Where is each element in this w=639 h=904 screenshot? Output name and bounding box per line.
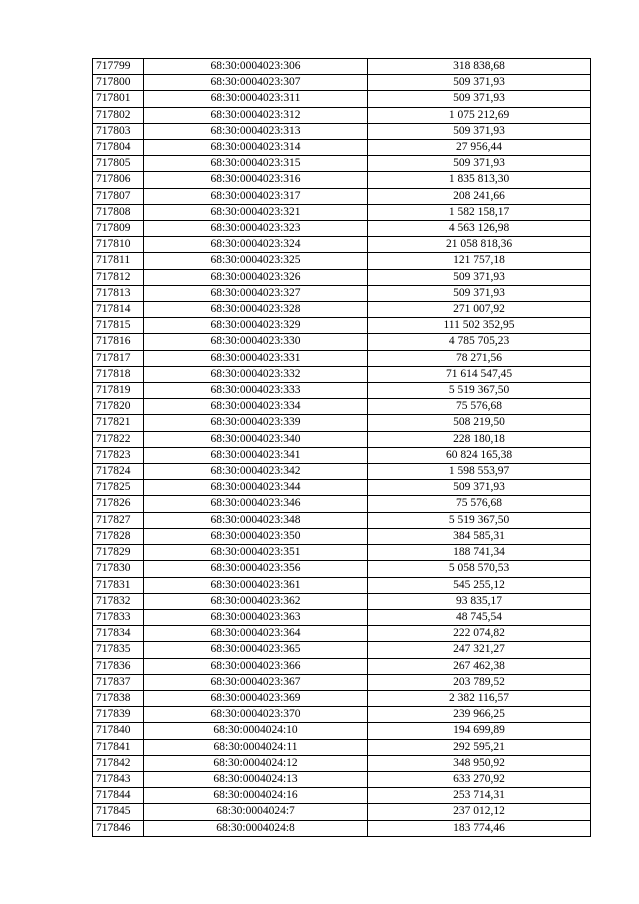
table-row (93, 269, 591, 285)
table-row (93, 431, 591, 447)
table-row (93, 123, 591, 139)
cadastral-number-cell: 68:30:0004023:327 (144, 285, 368, 301)
cadastral-value-cell: 271 007,92 (368, 302, 591, 318)
cadastral-value-cell: 267 462,38 (368, 658, 591, 674)
table-row (93, 820, 591, 836)
cadastral-value-cell: 545 255,12 (368, 577, 591, 593)
cadastral-value-cell: 48 745,54 (368, 609, 591, 625)
cadastral-number-cell: 68:30:0004023:340 (144, 431, 368, 447)
table-row (93, 156, 591, 172)
table-row (93, 545, 591, 561)
cadastral-value-cell: 203 789,52 (368, 674, 591, 690)
table-row (93, 658, 591, 674)
row-number-cell: 717820 (93, 399, 144, 415)
table-row (93, 577, 591, 593)
cadastral-value-cell: 194 699,89 (368, 723, 591, 739)
cadastral-value-cell: 509 371,93 (368, 480, 591, 496)
cadastral-number-cell: 68:30:0004023:330 (144, 334, 368, 350)
row-number-cell: 717819 (93, 383, 144, 399)
table-row (93, 609, 591, 625)
cadastral-value-cell: 208 241,66 (368, 188, 591, 204)
table-row (93, 140, 591, 156)
cadastral-number-cell: 68:30:0004023:362 (144, 593, 368, 609)
row-number-cell: 717806 (93, 172, 144, 188)
cadastral-value-cell: 509 371,93 (368, 123, 591, 139)
row-number-cell: 717839 (93, 707, 144, 723)
row-number-cell: 717803 (93, 123, 144, 139)
row-number-cell: 717841 (93, 739, 144, 755)
cadastral-value-cell: 509 371,93 (368, 75, 591, 91)
row-number-cell: 717824 (93, 464, 144, 480)
row-number-cell: 717846 (93, 820, 144, 836)
table-row (93, 480, 591, 496)
cadastral-value-cell: 78 271,56 (368, 350, 591, 366)
cadastral-number-cell: 68:30:0004023:348 (144, 512, 368, 528)
row-number-cell: 717801 (93, 91, 144, 107)
table-row (93, 172, 591, 188)
table-row (93, 626, 591, 642)
cadastral-value-cell: 633 270,92 (368, 771, 591, 787)
table-row (93, 707, 591, 723)
cadastral-number-cell: 68:30:0004023:311 (144, 91, 368, 107)
table-row (93, 674, 591, 690)
row-number-cell: 717800 (93, 75, 144, 91)
cadastral-number-cell: 68:30:0004023:342 (144, 464, 368, 480)
row-number-cell: 717842 (93, 755, 144, 771)
row-number-cell: 717833 (93, 609, 144, 625)
cadastral-value-cell: 188 741,34 (368, 545, 591, 561)
table-row (93, 75, 591, 91)
table-row (93, 350, 591, 366)
cadastral-number-cell: 68:30:0004023:363 (144, 609, 368, 625)
cadastral-number-cell: 68:30:0004023:326 (144, 269, 368, 285)
table-row (93, 528, 591, 544)
cadastral-value-cell: 71 614 547,45 (368, 366, 591, 382)
cadastral-value-cell: 253 714,31 (368, 788, 591, 804)
cadastral-number-cell: 68:30:0004023:341 (144, 447, 368, 463)
table-row (93, 91, 591, 107)
cadastral-value-cell: 509 371,93 (368, 285, 591, 301)
table-row (93, 512, 591, 528)
cadastral-number-cell: 68:30:0004023:332 (144, 366, 368, 382)
cadastral-value-cell: 292 595,21 (368, 739, 591, 755)
row-number-cell: 717834 (93, 626, 144, 642)
row-number-cell: 717832 (93, 593, 144, 609)
row-number-cell: 717830 (93, 561, 144, 577)
row-number-cell: 717845 (93, 804, 144, 820)
cadastral-number-cell: 68:30:0004023:312 (144, 107, 368, 123)
cadastral-number-cell: 68:30:0004024:16 (144, 788, 368, 804)
row-number-cell: 717828 (93, 528, 144, 544)
table-row (93, 107, 591, 123)
cadastral-number-cell: 68:30:0004023:344 (144, 480, 368, 496)
cadastral-number-cell: 68:30:0004023:324 (144, 237, 368, 253)
cadastral-value-cell: 1 075 212,69 (368, 107, 591, 123)
row-number-cell: 717807 (93, 188, 144, 204)
cadastral-value-cell: 5 519 367,50 (368, 383, 591, 399)
cadastral-number-cell: 68:30:0004023:356 (144, 561, 368, 577)
cadastral-value-cell: 2 382 116,57 (368, 690, 591, 706)
table-row (93, 642, 591, 658)
cadastral-number-cell: 68:30:0004024:10 (144, 723, 368, 739)
cadastral-number-cell: 68:30:0004023:321 (144, 204, 368, 220)
cadastral-number-cell: 68:30:0004023:329 (144, 318, 368, 334)
cadastral-number-cell: 68:30:0004023:369 (144, 690, 368, 706)
row-number-cell: 717808 (93, 204, 144, 220)
cadastral-value-cell: 508 219,50 (368, 415, 591, 431)
row-number-cell: 717838 (93, 690, 144, 706)
cadastral-value-cell: 4 785 705,23 (368, 334, 591, 350)
cadastral-value-cell: 239 966,25 (368, 707, 591, 723)
cadastral-value-cell: 93 835,17 (368, 593, 591, 609)
row-number-cell: 717823 (93, 447, 144, 463)
row-number-cell: 717829 (93, 545, 144, 561)
cadastral-value-cell: 228 180,18 (368, 431, 591, 447)
cadastral-value-cell: 75 576,68 (368, 399, 591, 415)
cadastral-value-cell: 21 058 818,36 (368, 237, 591, 253)
row-number-cell: 717826 (93, 496, 144, 512)
cadastral-number-cell: 68:30:0004023:333 (144, 383, 368, 399)
table-row (93, 690, 591, 706)
table-row (93, 496, 591, 512)
table-row (93, 755, 591, 771)
table-row (93, 804, 591, 820)
cadastral-value-cell: 5 058 570,53 (368, 561, 591, 577)
table-row (93, 447, 591, 463)
table-row (93, 318, 591, 334)
table-row (93, 188, 591, 204)
row-number-cell: 717840 (93, 723, 144, 739)
cadastral-value-cell: 5 519 367,50 (368, 512, 591, 528)
cadastral-number-cell: 68:30:0004023:366 (144, 658, 368, 674)
table-row (93, 415, 591, 431)
cadastral-value-cell: 75 576,68 (368, 496, 591, 512)
cadastral-value-cell: 348 950,92 (368, 755, 591, 771)
table-row (93, 788, 591, 804)
row-number-cell: 717843 (93, 771, 144, 787)
row-number-cell: 717817 (93, 350, 144, 366)
cadastral-number-cell: 68:30:0004023:365 (144, 642, 368, 658)
cadastral-number-cell: 68:30:0004023:328 (144, 302, 368, 318)
cadastral-value-cell: 318 838,68 (368, 59, 591, 75)
table-row (93, 561, 591, 577)
cadastral-number-cell: 68:30:0004023:314 (144, 140, 368, 156)
row-number-cell: 717811 (93, 253, 144, 269)
cadastral-number-cell: 68:30:0004023:313 (144, 123, 368, 139)
cadastral-value-table (92, 58, 591, 837)
cadastral-number-cell: 68:30:0004024:12 (144, 755, 368, 771)
cadastral-value-cell: 111 502 352,95 (368, 318, 591, 334)
cadastral-number-cell: 68:30:0004023:361 (144, 577, 368, 593)
cadastral-value-cell: 1 582 158,17 (368, 204, 591, 220)
row-number-cell: 717813 (93, 285, 144, 301)
cadastral-number-cell: 68:30:0004023:316 (144, 172, 368, 188)
table-row (93, 334, 591, 350)
row-number-cell: 717799 (93, 59, 144, 75)
row-number-cell: 717809 (93, 221, 144, 237)
row-number-cell: 717822 (93, 431, 144, 447)
cadastral-number-cell: 68:30:0004023:325 (144, 253, 368, 269)
cadastral-number-cell: 68:30:0004023:367 (144, 674, 368, 690)
cadastral-number-cell: 68:30:0004023:307 (144, 75, 368, 91)
cadastral-value-cell: 509 371,93 (368, 269, 591, 285)
cadastral-number-cell: 68:30:0004023:334 (144, 399, 368, 415)
table-row (93, 771, 591, 787)
cadastral-value-cell: 509 371,93 (368, 156, 591, 172)
cadastral-value-cell: 384 585,31 (368, 528, 591, 544)
cadastral-number-cell: 68:30:0004024:8 (144, 820, 368, 836)
cadastral-value-cell: 237 012,12 (368, 804, 591, 820)
table-row (93, 366, 591, 382)
row-number-cell: 717818 (93, 366, 144, 382)
row-number-cell: 717836 (93, 658, 144, 674)
table-row (93, 285, 591, 301)
cadastral-value-cell: 60 824 165,38 (368, 447, 591, 463)
cadastral-number-cell: 68:30:0004023:351 (144, 545, 368, 561)
table-row (93, 221, 591, 237)
row-number-cell: 717802 (93, 107, 144, 123)
cadastral-number-cell: 68:30:0004024:13 (144, 771, 368, 787)
cadastral-number-cell: 68:30:0004023:350 (144, 528, 368, 544)
cadastral-value-cell: 27 956,44 (368, 140, 591, 156)
cadastral-value-cell: 1 598 553,97 (368, 464, 591, 480)
row-number-cell: 717814 (93, 302, 144, 318)
cadastral-number-cell: 68:30:0004023:339 (144, 415, 368, 431)
table-row (93, 237, 591, 253)
cadastral-value-cell: 1 835 813,30 (368, 172, 591, 188)
row-number-cell: 717810 (93, 237, 144, 253)
table-row (93, 399, 591, 415)
cadastral-number-cell: 68:30:0004023:331 (144, 350, 368, 366)
cadastral-number-cell: 68:30:0004023:364 (144, 626, 368, 642)
cadastral-value-cell: 183 774,46 (368, 820, 591, 836)
table-row (93, 204, 591, 220)
table-row (93, 253, 591, 269)
row-number-cell: 717831 (93, 577, 144, 593)
row-number-cell: 717804 (93, 140, 144, 156)
table-row (93, 593, 591, 609)
cadastral-number-cell: 68:30:0004023:306 (144, 59, 368, 75)
cadastral-number-cell: 68:30:0004024:11 (144, 739, 368, 755)
row-number-cell: 717812 (93, 269, 144, 285)
cadastral-number-cell: 68:30:0004024:7 (144, 804, 368, 820)
row-number-cell: 717825 (93, 480, 144, 496)
cadastral-number-cell: 68:30:0004023:346 (144, 496, 368, 512)
table-body (93, 59, 591, 837)
table-row (93, 302, 591, 318)
table-row (93, 464, 591, 480)
cadastral-number-cell: 68:30:0004023:315 (144, 156, 368, 172)
row-number-cell: 717827 (93, 512, 144, 528)
row-number-cell: 717805 (93, 156, 144, 172)
table-row (93, 383, 591, 399)
cadastral-value-cell: 121 757,18 (368, 253, 591, 269)
cadastral-number-cell: 68:30:0004023:370 (144, 707, 368, 723)
row-number-cell: 717844 (93, 788, 144, 804)
cadastral-number-cell: 68:30:0004023:323 (144, 221, 368, 237)
row-number-cell: 717835 (93, 642, 144, 658)
cadastral-value-cell: 509 371,93 (368, 91, 591, 107)
row-number-cell: 717837 (93, 674, 144, 690)
table-row (93, 59, 591, 75)
cadastral-value-cell: 4 563 126,98 (368, 221, 591, 237)
row-number-cell: 717815 (93, 318, 144, 334)
table-row (93, 723, 591, 739)
cadastral-number-cell: 68:30:0004023:317 (144, 188, 368, 204)
cadastral-value-cell: 247 321,27 (368, 642, 591, 658)
row-number-cell: 717816 (93, 334, 144, 350)
table-row (93, 739, 591, 755)
row-number-cell: 717821 (93, 415, 144, 431)
cadastral-value-cell: 222 074,82 (368, 626, 591, 642)
